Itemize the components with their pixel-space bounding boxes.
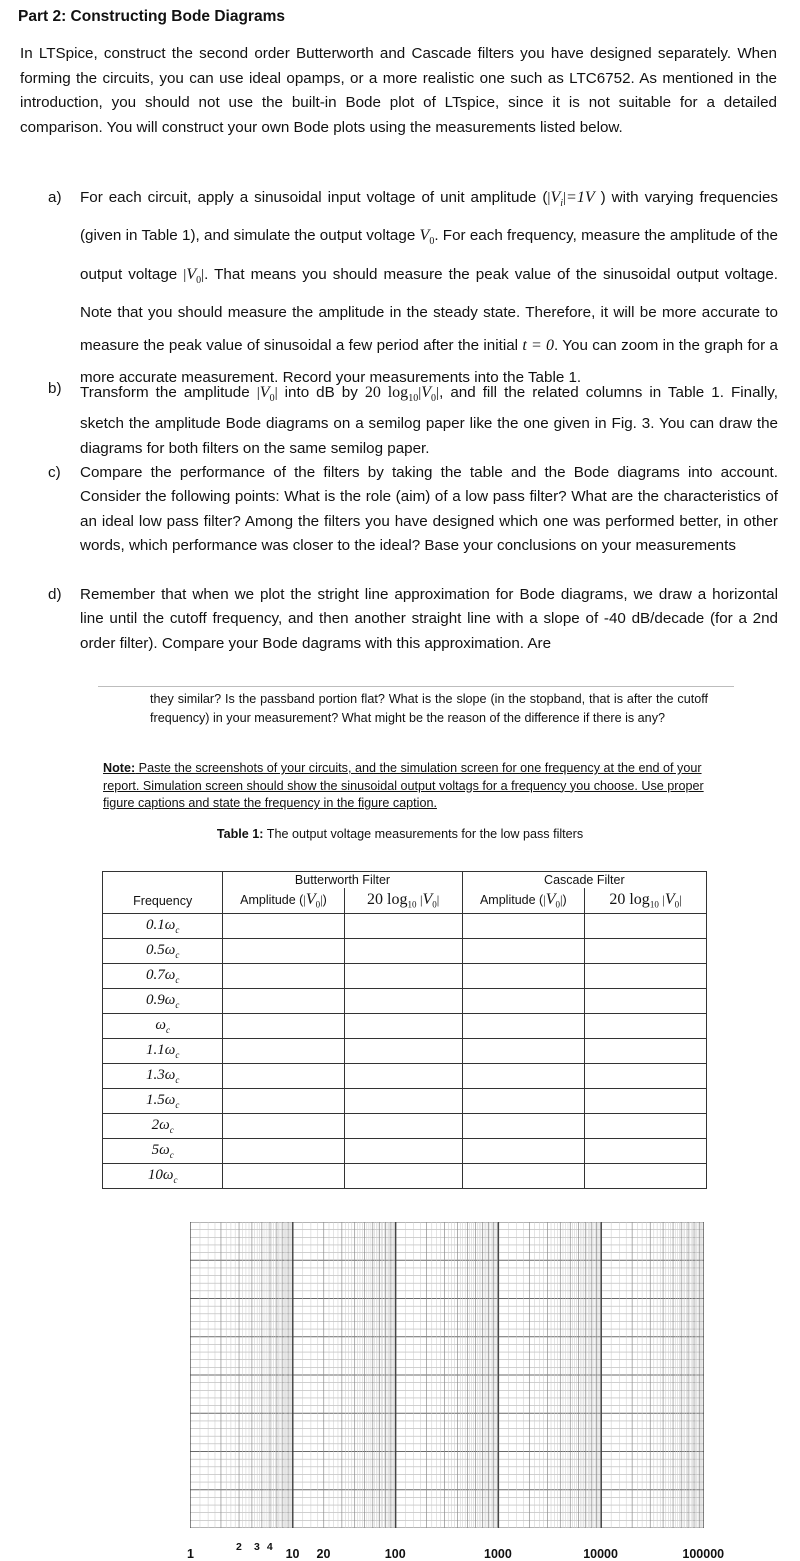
item-label: b) [48, 380, 62, 397]
frequency-cell: $0.5\omega_c$ [103, 939, 223, 964]
x-tick-label: 10000 [583, 1547, 618, 1561]
list-item-d: d) Remember that when we plot the stright line approximation for Bode diagrams, we draw a horizontal line until the cutoff frequency, and then another straight line with a slope of -40 dB/decade (for a 2nd order filter). Compare your Bode dagrams with this approximation. Are [48, 583, 778, 656]
intro-paragraph: In LTSpice, construct the second order Butterworth and Cascade filters you have designed separately. When forming the circuits, you can use ideal opamps, or a more realistic one such as LTC6752. As mentioned in the introduction, you should not use the built-in Bode plot of LTspice, since it is not suitable for a detailed comparison. You will construct your own Bode plots using the measurements listed below. [20, 45, 777, 136]
frequency-cell: $\omega_c$ [103, 1014, 223, 1039]
x-tick-label: 1 [187, 1547, 194, 1561]
empty-measurement-cell[interactable] [344, 1064, 462, 1089]
empty-measurement-cell[interactable] [223, 1139, 344, 1164]
empty-measurement-cell[interactable] [462, 1089, 584, 1114]
frequency-cell: $10\omega_c$ [103, 1164, 223, 1189]
table-row [103, 939, 707, 964]
table-row [103, 1014, 707, 1039]
x-tick-label: 100 [384, 1547, 406, 1561]
table-caption: Table 1: The output voltage measurements for the low pass filters [216, 827, 584, 841]
empty-measurement-cell[interactable] [584, 989, 706, 1014]
empty-measurement-cell[interactable] [344, 1139, 462, 1164]
frequency-cell: $5\omega_c$ [103, 1139, 223, 1164]
butterworth-header: Butterworth Filter [223, 872, 462, 889]
empty-measurement-cell[interactable] [223, 1039, 344, 1064]
item-label: c) [48, 464, 61, 481]
list-item-c: c) Compare the performance of the filters by taking the table and the Bode diagrams into account. Consider the following points: What is the role (aim) of a low pass filter? What are the characteristics of an ideal low pass filter? Among the filters you have designed which one was performed better, in other words, which performance was closer to the ideal? Base your conclusions on your measurements [48, 461, 778, 559]
cascade-db-header: 20 $\log_{10} |V_0|$ [584, 888, 706, 914]
empty-measurement-cell[interactable] [223, 939, 344, 964]
empty-measurement-cell[interactable] [462, 1164, 584, 1189]
empty-measurement-cell[interactable] [584, 1089, 706, 1114]
empty-measurement-cell[interactable] [223, 1089, 344, 1114]
semilog-paper [190, 1222, 704, 1528]
measurement-table [102, 871, 707, 1189]
frequency-cell: $0.7\omega_c$ [103, 964, 223, 989]
empty-measurement-cell[interactable] [462, 1114, 584, 1139]
empty-measurement-cell[interactable] [584, 964, 706, 989]
x-tick-label: 100000 [682, 1547, 725, 1561]
x-tick-label: 20 [316, 1547, 331, 1561]
note-label: Note: [103, 761, 136, 775]
section-title: Part 2: Constructing Bode Diagrams [18, 8, 285, 25]
empty-measurement-cell[interactable] [462, 1039, 584, 1064]
empty-measurement-cell[interactable] [584, 914, 706, 939]
frequency-cell: $1.1\omega_c$ [103, 1039, 223, 1064]
frequency-cell: $1.3\omega_c$ [103, 1064, 223, 1089]
empty-measurement-cell[interactable] [584, 1064, 706, 1089]
page-divider [98, 686, 734, 687]
empty-measurement-cell[interactable] [223, 964, 344, 989]
continuation-paragraph: they similar? Is the passband portion flat? What is the slope (in the stopband, that is after the cutoff frequency) in your measurement? What might be the reason of the difference if there is any? [150, 692, 708, 725]
butterworth-amplitude-header: Amplitude $(|V_0|)$ [223, 888, 344, 914]
empty-measurement-cell[interactable] [344, 964, 462, 989]
x-tick-label: 2 [235, 1541, 242, 1553]
empty-measurement-cell[interactable] [223, 1114, 344, 1139]
x-tick-label: 10 [285, 1547, 300, 1561]
empty-measurement-cell[interactable] [223, 989, 344, 1014]
frequency-header: Frequency [103, 888, 223, 914]
empty-measurement-cell[interactable] [462, 1064, 584, 1089]
frequency-cell: $0.1\omega_c$ [103, 914, 223, 939]
table-row [103, 1139, 707, 1164]
x-tick-label: 1000 [484, 1547, 512, 1561]
empty-measurement-cell[interactable] [584, 1014, 706, 1039]
cascade-header: Cascade Filter [462, 872, 706, 889]
empty-measurement-cell[interactable] [344, 1014, 462, 1039]
empty-measurement-cell[interactable] [344, 1039, 462, 1064]
empty-measurement-cell[interactable] [462, 914, 584, 939]
empty-measurement-cell[interactable] [584, 1139, 706, 1164]
list-item-b: b) Transform the amplitude $|V_0|$ into dB by 20 $\log_{10}|V_0|$, and fill the related columns in Table 1. Finally, sketch the amplitude Bode diagrams on a semilog paper like the one given in Fig. 3. You can draw the diagrams for both filters on the same semilog paper. [48, 380, 778, 458]
table-row [103, 1089, 707, 1114]
empty-measurement-cell[interactable] [584, 939, 706, 964]
empty-measurement-cell[interactable] [223, 1064, 344, 1089]
empty-measurement-cell[interactable] [344, 1164, 462, 1189]
table-row [103, 1064, 707, 1089]
item-label: a) [48, 189, 62, 206]
empty-measurement-cell[interactable] [223, 1164, 344, 1189]
empty-measurement-cell[interactable] [462, 1014, 584, 1039]
table-row [103, 914, 707, 939]
list-item-a: a) For each circuit, apply a sinusoidal input voltage of unit amplitude ($|V_i|=1V$ ) with varying frequencies (given in Table 1), and simulate the output voltage $V_0$. For each frequency, measure the amplitude of the output voltage $|V_0|$. That means you should measure the peak value of the sinusoidal output voltage. Note that you should measure the amplitude in the steady state. Therefore, it will be more accurate to measure the peak value of sinusoidal a few period after the initial t = 0. You can zoom in the graph for a more accurate measurement. Record your measurements into the Table 1. [48, 182, 778, 395]
empty-measurement-cell[interactable] [584, 1039, 706, 1064]
note-paragraph: Note: Paste the screenshots of your circuits, and the simulation screen for one frequency at the end of your report. Simulation screen should show the sinusoidal output voltags for a frequency you choose. Use proper figure captions and state the frequency in the figure caption. [103, 761, 704, 810]
empty-measurement-cell[interactable] [462, 989, 584, 1014]
x-tick-label: 4 [266, 1541, 273, 1553]
x-tick-label: 3 [254, 1541, 260, 1553]
empty-measurement-cell[interactable] [344, 914, 462, 939]
table-row [103, 964, 707, 989]
item-label: d) [48, 586, 62, 603]
frequency-cell: $2\omega_c$ [103, 1114, 223, 1139]
empty-measurement-cell[interactable] [223, 914, 344, 939]
empty-measurement-cell[interactable] [462, 964, 584, 989]
table-row [103, 1114, 707, 1139]
empty-measurement-cell[interactable] [344, 1114, 462, 1139]
empty-measurement-cell[interactable] [344, 939, 462, 964]
table-row [103, 1039, 707, 1064]
cascade-amplitude-header: Amplitude $(|V_0|)$ [462, 888, 584, 914]
empty-measurement-cell[interactable] [584, 1114, 706, 1139]
empty-measurement-cell[interactable] [462, 1139, 584, 1164]
frequency-cell: $0.9\omega_c$ [103, 989, 223, 1014]
empty-measurement-cell[interactable] [344, 989, 462, 1014]
table-row [103, 989, 707, 1014]
table-row [103, 1164, 707, 1189]
empty-measurement-cell[interactable] [344, 1089, 462, 1114]
frequency-cell: $1.5\omega_c$ [103, 1089, 223, 1114]
empty-measurement-cell[interactable] [462, 939, 584, 964]
butterworth-db-header: 20 $\log_{10} |V_0|$ [344, 888, 462, 914]
empty-measurement-cell[interactable] [584, 1164, 706, 1189]
empty-measurement-cell[interactable] [223, 1014, 344, 1039]
